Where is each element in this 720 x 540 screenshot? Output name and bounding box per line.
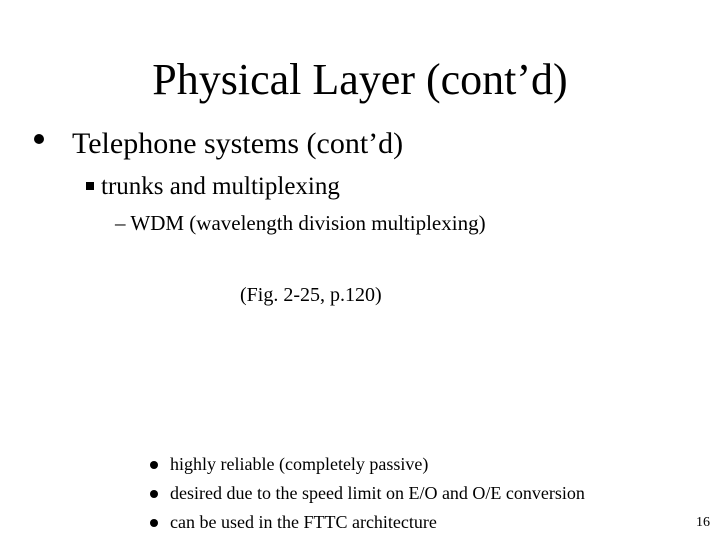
bullet-dot-icon <box>150 519 158 527</box>
level3-dash-item: – WDM (wavelength division multiplexing) <box>115 211 486 235</box>
filled-circle-bullet-icon <box>34 134 44 144</box>
list-item-text: desired due to the speed limit on E/O and O/E conversion <box>170 483 585 503</box>
list-item-text: highly reliable (completely passive) <box>170 454 429 474</box>
figure-reference: (Fig. 2-25, p.120) <box>240 284 382 306</box>
level2-bullet-text: trunks and multiplexing <box>101 173 340 200</box>
list-item <box>150 479 585 508</box>
list-item <box>150 508 585 537</box>
slide-title: Physical Layer (cont’d) <box>152 55 568 104</box>
list-item-text: can be used in the FTTC architecture <box>170 512 437 532</box>
filled-square-bullet-icon <box>86 182 94 190</box>
bullet-dot-icon <box>150 461 158 469</box>
page-number: 16 <box>696 515 710 530</box>
list-item <box>150 450 585 479</box>
feature-list <box>150 450 585 537</box>
bullet-dot-icon <box>150 490 158 498</box>
level1-bullet-text: Telephone systems (cont’d) <box>72 127 404 160</box>
